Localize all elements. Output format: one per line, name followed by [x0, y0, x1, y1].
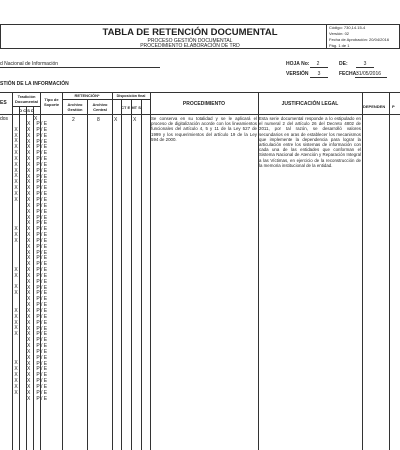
- soporte-x-mark: X: [27, 214, 31, 221]
- soporte-x-mark: X: [27, 354, 31, 361]
- table-header-bottom-rule: [0, 114, 400, 115]
- soporte-value: P / E: [36, 226, 48, 233]
- soporte-x-mark: X: [27, 389, 31, 396]
- soporte-value: P / E: [36, 237, 48, 244]
- soporte-x-mark: X: [27, 296, 31, 303]
- tradicion-o-mark-column: [13, 116, 19, 397]
- de-underline: [356, 67, 374, 68]
- soporte-value: P / E: [36, 232, 48, 239]
- soporte-value: P / E: [36, 138, 48, 145]
- col-header-archivo-central: Archivo Central: [92, 102, 108, 112]
- soporte-value: P / E: [36, 167, 48, 174]
- soporte-x-mark: X: [27, 290, 31, 297]
- soporte-value: P / E: [36, 220, 48, 227]
- soporte-value: P / E: [36, 185, 48, 192]
- soporte-x-mark: X: [27, 302, 31, 309]
- soporte-x-mark: X: [27, 237, 31, 244]
- soporte-x-mark: X: [27, 395, 31, 402]
- soporte-x-mark: X: [27, 156, 31, 163]
- disposicion-e-mark: X: [133, 117, 137, 123]
- col-line-4: [87, 99, 88, 450]
- de-value: 3: [363, 61, 367, 67]
- soporte-value: P / E: [36, 208, 48, 215]
- meta-code: Código: 730,14.15-4: [329, 25, 366, 30]
- soporte-value: P / E: [36, 191, 48, 198]
- soporte-value: P / E: [36, 278, 48, 285]
- col-line-o: [19, 106, 20, 450]
- tradicion-mark: X: [14, 331, 18, 338]
- soporte-value: P / E: [36, 255, 48, 262]
- soporte-value: P / E: [36, 337, 48, 344]
- soporte-x-mark: X: [27, 284, 31, 291]
- soporte-value: P / E: [36, 302, 48, 309]
- tradicion-mark: X: [14, 138, 18, 145]
- soporte-value: P / E: [36, 243, 48, 250]
- col-line-9: [150, 92, 151, 450]
- col-header-es: ES: [0, 100, 7, 106]
- col-header-archivo-gestion: Archivo Gestión: [67, 102, 83, 112]
- tradicion-mark: X: [14, 290, 18, 297]
- tradicion-mark: X: [14, 167, 18, 174]
- version-underline: [310, 77, 328, 78]
- tradicion-mark: X: [14, 319, 18, 326]
- soporte-x-mark: X: [27, 150, 31, 157]
- row-first-cell: dos: [0, 116, 9, 122]
- version-value: 3: [317, 71, 321, 77]
- soporte-value: P / E: [36, 126, 48, 133]
- tradicion-mark: X: [14, 144, 18, 151]
- tradicion-mark: X: [14, 366, 18, 373]
- soporte-value: P / E: [36, 366, 48, 373]
- soporte-value: P / E: [36, 313, 48, 320]
- soporte-x-mark: X: [27, 161, 31, 168]
- document-title: TABLA DE RETENCIÓN DOCUMENTAL: [102, 27, 278, 38]
- procedimiento-text: Se conserva en su totalidad y se le aplicará el proceso de digitalización acorde con los lineamientos funcionales del artículo 4, 5 y 11 de la Ley 527 de 1999 y los requerimientos del artículo 19 de la Ley 594 de 2000.: [151, 116, 257, 142]
- soporte-x-mark: X: [27, 366, 31, 373]
- soporte-x-mark: X: [27, 378, 31, 385]
- tradicion-mark: X: [14, 325, 18, 332]
- col-header-ct-e-mt-s: CT E MT S: [121, 105, 141, 110]
- soporte-x-mark: X: [27, 132, 31, 139]
- col-line-5: [112, 92, 113, 450]
- soporte-x-mark: X: [27, 348, 31, 355]
- soporte-x-mark: X: [27, 319, 31, 326]
- soporte-value: P / E: [36, 296, 48, 303]
- tradicion-mark: X: [14, 185, 18, 192]
- soporte-x-mark: X: [27, 278, 31, 285]
- soporte-value: P / E: [36, 383, 48, 390]
- soporte-value: P / E: [36, 284, 48, 291]
- soporte-x-mark: X: [27, 138, 31, 145]
- soporte-x-mark: X: [27, 331, 31, 338]
- soporte-value: P / E: [36, 144, 48, 151]
- de-label: DE:: [339, 61, 348, 67]
- soporte-x-mark: X: [27, 325, 31, 332]
- soporte-x-mark: X: [27, 220, 31, 227]
- tradicion-mark: X: [14, 190, 18, 197]
- soporte-x-mark: X: [27, 383, 31, 390]
- soporte-x-mark: X: [27, 196, 31, 203]
- soporte-x-mark: X: [27, 179, 31, 186]
- soporte-value: P / E: [36, 161, 48, 168]
- soporte-value: P / E: [36, 372, 48, 379]
- col-header-retencion: RETENCIÓN*: [74, 93, 100, 98]
- soporte-x-mark: X: [27, 372, 31, 379]
- soporte-value: P / E: [36, 261, 48, 268]
- tradicion-mark: X: [14, 313, 18, 320]
- tradicion-mark: X: [14, 266, 18, 273]
- soporte-x-mark: X: [27, 243, 31, 250]
- col-header-dependencia: DEPENDEN: [363, 104, 386, 109]
- soporte-value: P / E: [36, 348, 48, 355]
- tradicion-mark: X: [14, 272, 18, 279]
- soporte-value: P / E: [36, 179, 48, 186]
- fecha-label: FECHA:: [339, 71, 358, 77]
- col-header-tipo-soporte: Tipo de Soporte: [43, 97, 60, 107]
- col-header-p: P: [392, 104, 395, 109]
- soporte-value: P / E: [36, 308, 48, 314]
- meta-page: Pág. 1 de 1: [329, 43, 350, 48]
- soporte-value: P / E: [36, 378, 48, 385]
- tradicion-mark: X: [14, 126, 18, 133]
- tradicion-mark: X: [14, 237, 18, 244]
- col-header-tradicion: Tradición Documental: [15, 94, 38, 104]
- soporte-x-mark: X: [27, 121, 31, 127]
- tradicion-mark: X: [14, 360, 18, 367]
- soporte-value: P / E: [36, 196, 48, 203]
- soporte-value: P / E: [36, 173, 48, 180]
- soporte-row: [27, 397, 62, 403]
- soporte-value: P / E: [36, 331, 48, 338]
- soporte-x-mark: X: [27, 261, 31, 268]
- soporte-x-mark: X: [27, 191, 31, 198]
- soporte-value: P / E: [36, 214, 48, 221]
- entity-name: d Nacional de Información: [0, 61, 59, 67]
- soporte-x-mark: X: [27, 167, 31, 174]
- soporte-value: P / E: [36, 354, 48, 361]
- soporte-value: P / E: [36, 249, 48, 256]
- soporte-x-mark: X: [27, 308, 31, 314]
- tradicion-soporte-column: [27, 122, 62, 403]
- soporte-value: P / E: [36, 343, 48, 350]
- tradicion-mark: X: [14, 161, 18, 168]
- soporte-value: P / E: [36, 319, 48, 326]
- meta-approval-date: Fecha de Aprobación: 20/04/2016: [329, 37, 390, 42]
- fecha-value: 31/05/2016: [356, 71, 382, 77]
- col-line-7: [131, 99, 132, 450]
- soporte-value: P / E: [36, 156, 48, 163]
- tradicion-mark: X: [14, 150, 18, 157]
- tradicion-s-mark: X: [34, 116, 38, 122]
- tradicion-mark: X: [14, 383, 18, 390]
- col-line-3: [62, 92, 63, 450]
- tradicion-mark: X: [14, 226, 18, 233]
- soporte-x-mark: X: [27, 249, 31, 256]
- header-divider: [326, 24, 327, 49]
- soporte-x-mark: X: [27, 173, 31, 180]
- col-line-11: [362, 92, 363, 450]
- soporte-value: P / E: [36, 121, 48, 127]
- hoja-value: 2: [316, 61, 320, 67]
- table-top-rule: [0, 92, 400, 93]
- justificacion-text: Esta serie documental responde a lo estipulado en el numeral 2 del artículo 26 del Decreto 4802 de 2011, por tal razón, se desarrolló valores secundarios en aras de establecer los mecanismos que implemente la dependencia para lograr la articulación entre los sistemas de información con cada una de las entidades que conforman el Sistema Nacional de Atención y Reparación Integral a las Víctimas, en ejercicio de la reconstrucción de la memoria institucional de la entidad.: [259, 116, 361, 168]
- process-subtitle: PROCESO GESTIÓN DOCUMENTAL: [147, 38, 233, 44]
- entity-underline: [0, 67, 160, 68]
- soporte-value: P / E: [36, 202, 48, 209]
- soporte-x-mark: X: [27, 144, 31, 151]
- tradicion-mark: X: [14, 377, 18, 384]
- tradicion-mark: X: [14, 155, 18, 162]
- tradicion-mark: X: [14, 196, 18, 203]
- soporte-x-mark: X: [27, 313, 31, 320]
- retencion-gestion-value: 2: [72, 117, 75, 123]
- col-header-justificacion: JUSTIFICACIÓN LEGAL: [281, 101, 339, 107]
- tradicion-mark: X: [14, 389, 18, 396]
- soporte-x-mark: X: [27, 255, 31, 262]
- col-line-12: [389, 92, 390, 450]
- tradicion-mark: X: [14, 372, 18, 379]
- soporte-x-mark: X: [27, 272, 31, 279]
- col-header-procedimiento: PROCEDIMIENTO: [182, 101, 226, 107]
- soporte-x-mark: X: [27, 337, 31, 344]
- tradicion-mark: X: [14, 132, 18, 139]
- section-heading: STIÓN DE LA INFORMACIÓN: [0, 81, 69, 87]
- hoja-label: HOJA No:: [286, 61, 310, 67]
- tradicion-mark: X: [14, 179, 18, 186]
- col-line-6: [121, 99, 122, 450]
- soporte-value: P / E: [36, 325, 48, 332]
- col-header-disposicion: Disposición final: [116, 94, 146, 98]
- soporte-x-mark: X: [27, 267, 31, 274]
- col-header-ocsd: O C S D: [19, 108, 34, 113]
- fecha-underline: [355, 77, 387, 78]
- tradicion-mark: X: [14, 231, 18, 238]
- soporte-x-mark: X: [27, 360, 31, 367]
- soporte-value: P / E: [36, 272, 48, 279]
- hoja-underline: [310, 67, 328, 68]
- soporte-value: P / E: [36, 150, 48, 157]
- soporte-value: P / E: [36, 290, 48, 297]
- procedure-subtitle: PROCEDIMIENTO ELABORACIÓN DE TRD: [140, 43, 240, 49]
- col-line-8: [141, 99, 142, 450]
- soporte-x-mark: X: [27, 202, 31, 209]
- soporte-x-mark: X: [27, 343, 31, 350]
- soporte-x-mark: X: [27, 208, 31, 215]
- tradicion-mark: X: [14, 307, 18, 314]
- soporte-value: P / E: [36, 267, 48, 274]
- soporte-x-mark: X: [27, 185, 31, 192]
- soporte-value: P / E: [36, 389, 48, 396]
- version-label: VERSIÓN: [286, 71, 309, 77]
- tradicion-mark: X: [14, 173, 18, 180]
- soporte-value: P / E: [36, 132, 48, 139]
- meta-version: Versión: 02: [329, 31, 350, 36]
- soporte-x-mark: X: [27, 126, 31, 133]
- disposicion-ct-mark: X: [114, 117, 118, 123]
- soporte-value: P / E: [36, 395, 48, 402]
- tradicion-mark: X: [14, 284, 18, 291]
- soporte-value: P / E: [36, 360, 48, 367]
- soporte-x-mark: X: [27, 226, 31, 233]
- soporte-x-mark: X: [27, 232, 31, 239]
- retencion-central-value: 8: [97, 117, 100, 123]
